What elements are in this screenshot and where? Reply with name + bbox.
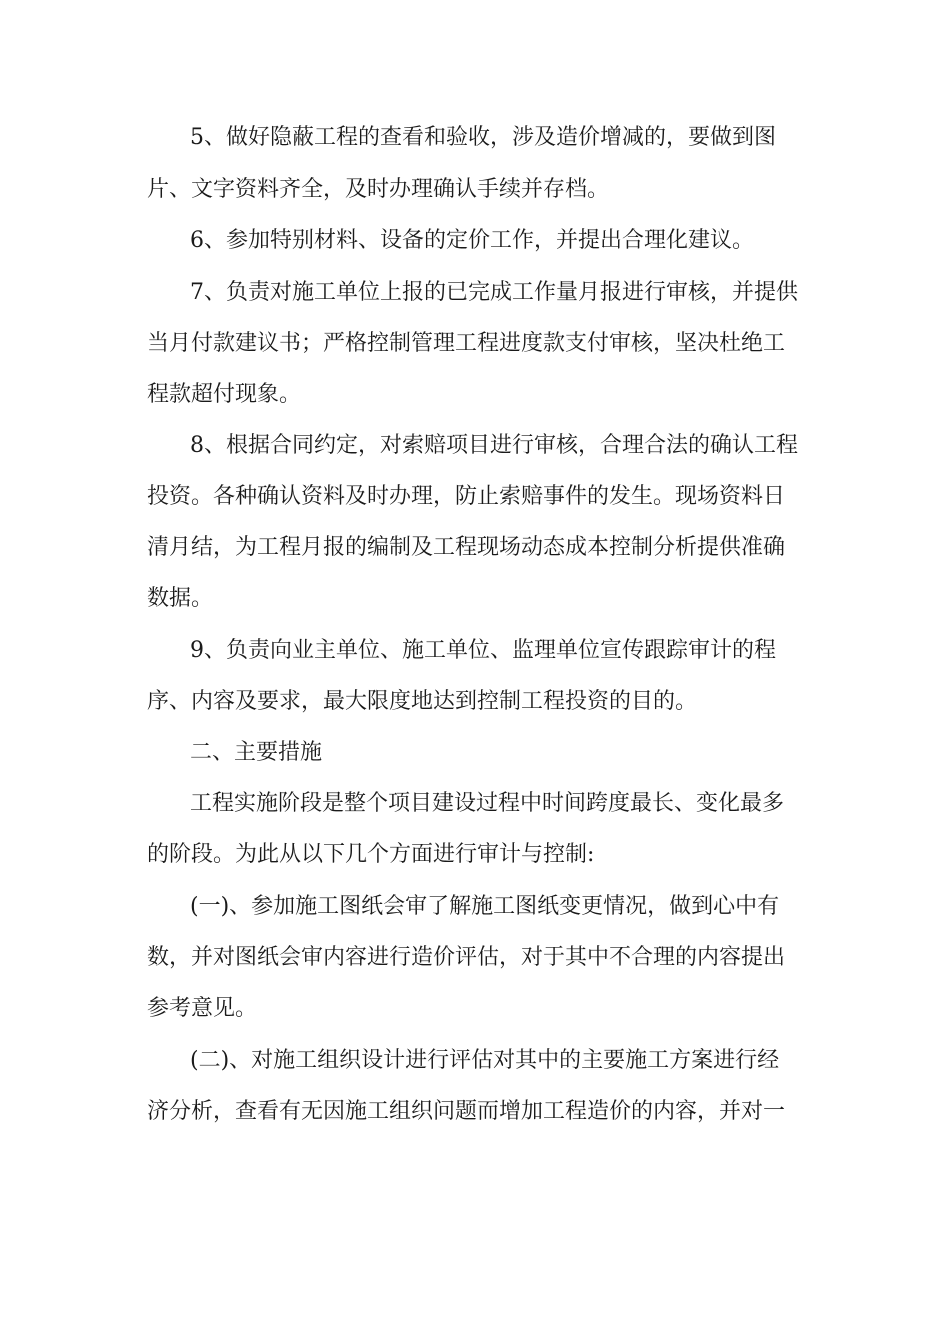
text-line-18: 参考意见。 (147, 996, 258, 1021)
text-line-4: 7、负责对施工单位上报的已完成工作量月报进行审核，并提供 (190, 280, 798, 305)
text-line-11: 9、负责向业主单位、施工单位、监理单位宣传跟踪审计的程 (190, 638, 776, 663)
text-line-8: 投资。各种确认资料及时办理，防止索赔事件的发生。现场资料日 (147, 484, 786, 509)
text-line-14: 工程实施阶段是整个项目建设过程中时间跨度最长、变化最多 (190, 791, 785, 816)
text-line-9: 清月结，为工程月报的编制及工程现场动态成本控制分析提供准确 (147, 535, 786, 560)
text-line-6: 程款超付现象。 (147, 382, 302, 407)
text-line-5: 当月付款建议书；严格控制管理工程进度款支付审核，坚决杜绝工 (147, 331, 786, 356)
text-line-19: (二)、对施工组织设计进行评估对其中的主要施工方案进行经 (190, 1048, 780, 1073)
text-line-20: 济分析，查看有无因施工组织问题而增加工程造价的内容，并对一 (147, 1099, 786, 1124)
text-line-10: 数据。 (147, 586, 214, 611)
text-line-1: 5、做好隐蔽工程的查看和验收，涉及造价增减的，要做到图 (190, 125, 776, 150)
text-line-16: (一)、参加施工图纸会审了解施工图纸变更情况，做到心中有 (190, 894, 780, 919)
text-line-12: 序、内容及要求，最大限度地达到控制工程投资的目的。 (147, 689, 698, 714)
text-line-7: 8、根据合同约定，对索赔项目进行审核，合理合法的确认工程 (190, 433, 798, 458)
text-line-15: 的阶段。为此从以下几个方面进行审计与控制: (147, 842, 595, 867)
section-heading: 二、主要措施 (190, 740, 323, 765)
text-line-2: 片、文字资料齐全，及时办理确认手续并存档。 (147, 177, 610, 202)
text-line-3: 6、参加特别材料、设备的定价工作，并提出合理化建议。 (190, 228, 754, 253)
text-line-17: 数，并对图纸会审内容进行造价评估，对于其中不合理的内容提出 (147, 945, 786, 970)
